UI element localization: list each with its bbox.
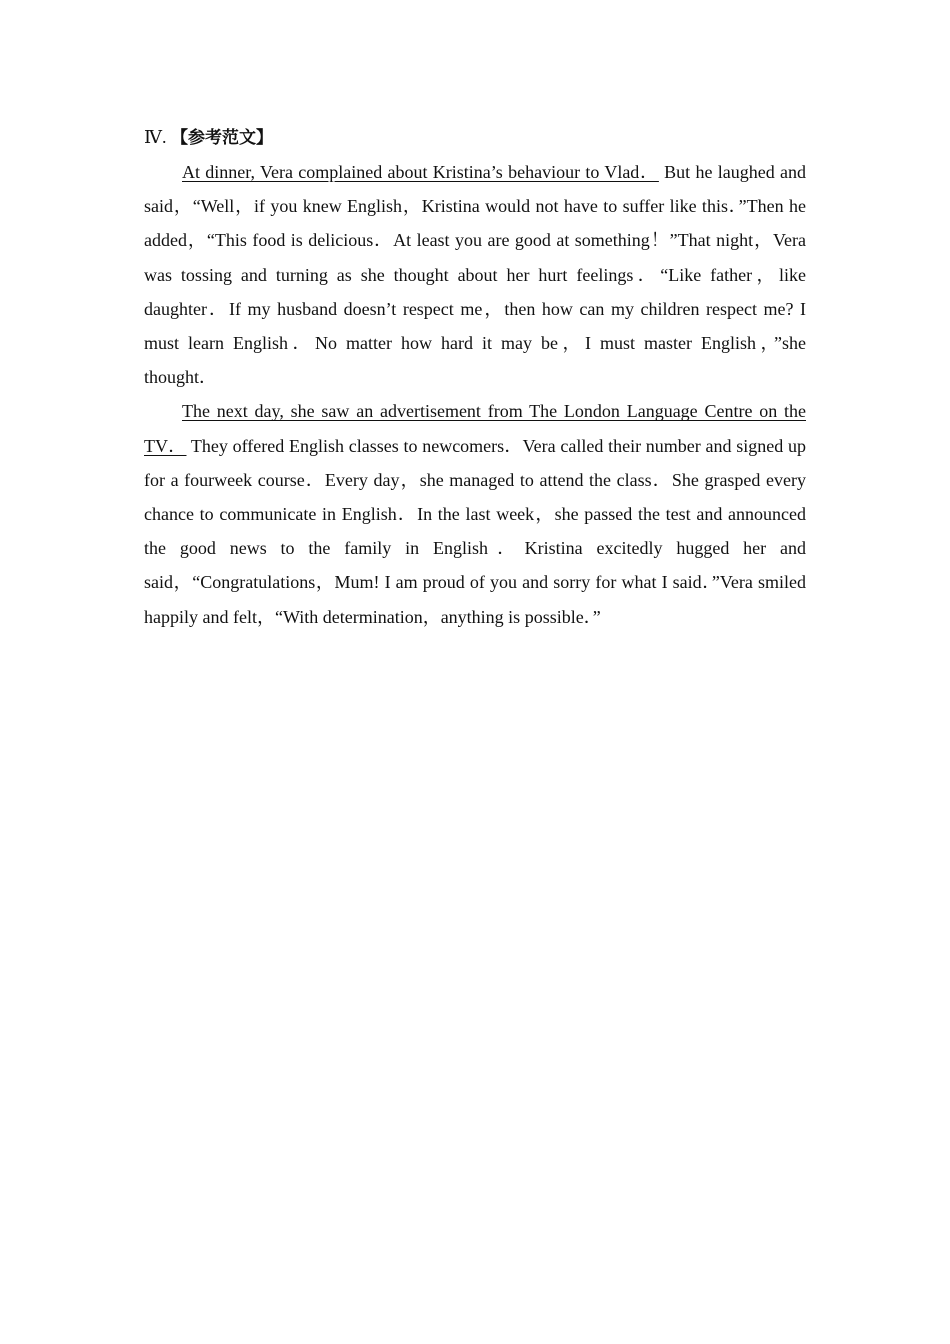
paragraph-2-body: They offered English classes to newcomers．Vera called their number and signed up for a fourweek course．Every day，she managed to attend the class．She grasped every chance to communicate in English．In the last week，she passed the test and announced the good news to the family in English．Kristina excitedly hugged her and said，“Congratulations，Mum! I am proud of you and sorry for what I said．”Vera smiled happily and felt，“With determination，anything is possible．” <box>144 435 806 627</box>
essay-paragraph-1 <box>144 155 806 394</box>
underlined-opening-sentence-2: The next day, she saw an advertisement from The London Language Centre on the TV． <box>144 401 806 456</box>
document-page <box>144 120 806 634</box>
section-heading <box>144 120 806 155</box>
section-label: 【参考范文】 <box>170 128 273 148</box>
paragraph-1-body: But he laughed and said，“Well，if you knew English，Kristina would not have to suffer like this．”Then he added，“This food is delicious．At least you are good at something！”That night，Vera was tossing and turning as she thought about her hurt feelings．“Like father，like daughter．If my husband doesn’t respect me，then how can my children respect me? I must learn English．No matter how hard it may be，I must master English，”she thought． <box>144 162 807 388</box>
underlined-opening-sentence-1: At dinner, Vera complained about Kristina’s behaviour to Vlad． <box>182 162 659 182</box>
essay-paragraph-2 <box>144 394 806 633</box>
section-numeral: Ⅳ. <box>144 127 167 147</box>
